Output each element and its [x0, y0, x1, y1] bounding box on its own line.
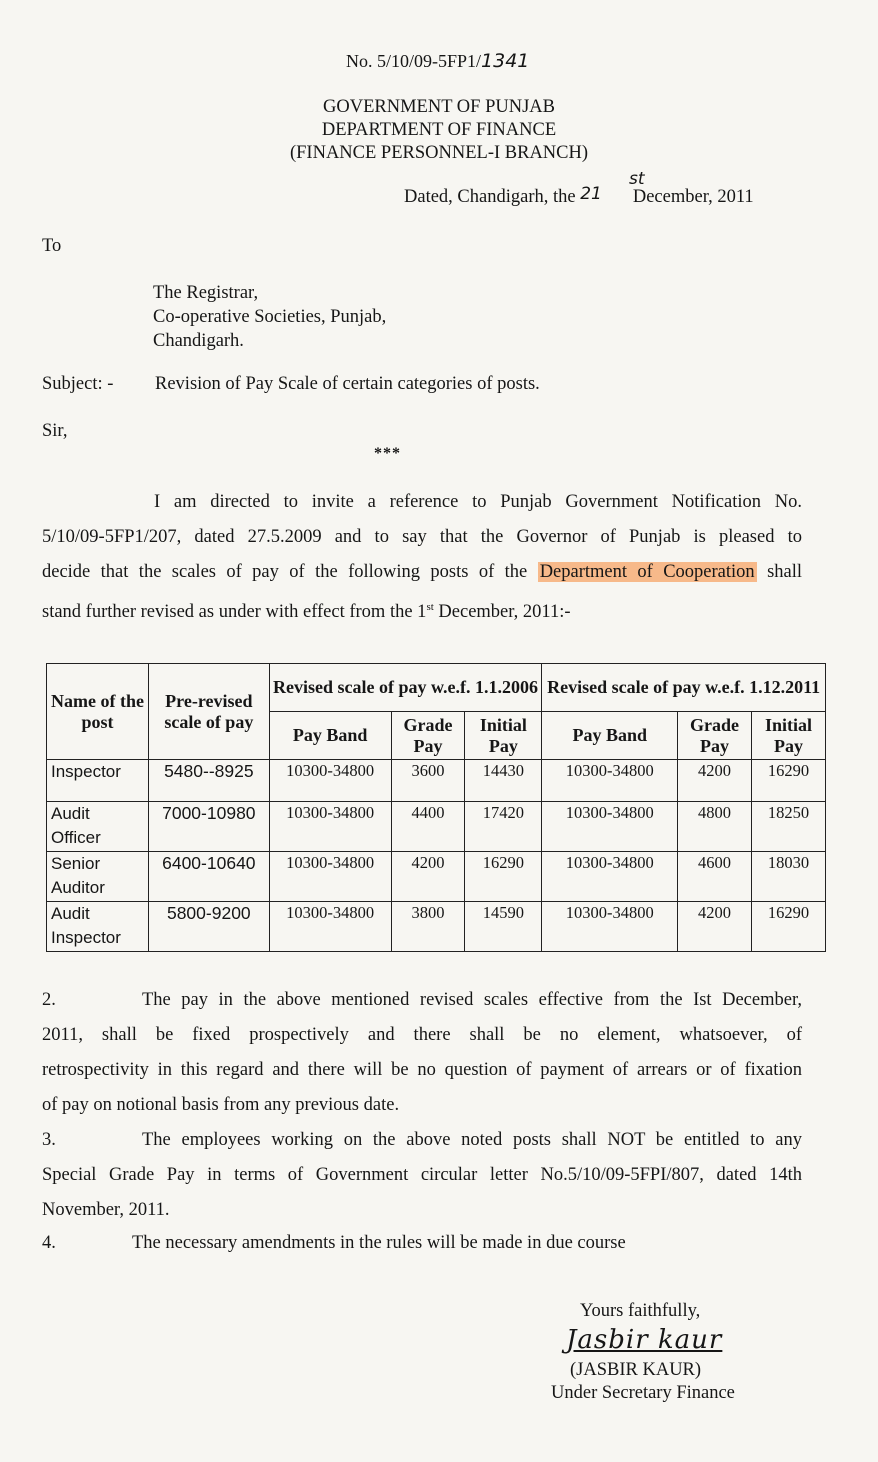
header-revised-2011: Revised scale of pay w.e.f. 1.12.2011	[542, 664, 826, 712]
closing-yours-faithfully: Yours faithfully,	[580, 1301, 701, 1321]
cell-pay-band-2011: 10300-34800	[542, 802, 678, 852]
cell-post-name: Audit Inspector	[47, 902, 149, 952]
table-row	[47, 902, 826, 952]
cell-grade-pay-2006: 4400	[391, 802, 465, 852]
cell-pay-band-2006: 10300-34800	[269, 760, 391, 802]
cell-pre-revised: 6400-10640	[148, 852, 269, 902]
addressee-line-2: Co-operative Societies, Punjab,	[153, 307, 387, 327]
cell-pay-band-2006: 10300-34800	[269, 852, 391, 902]
cell-initial-pay-2006: 17420	[465, 802, 542, 852]
highlighted-department: Department of Cooperation	[539, 562, 755, 582]
header-pay-band-2006: Pay Band	[269, 712, 391, 760]
signatory-name: (JASBIR KAUR)	[570, 1360, 702, 1380]
paragraph-3-line-3: November, 2011.	[42, 1200, 170, 1220]
paragraph-2	[42, 988, 802, 1128]
paragraph-3	[42, 1128, 802, 1233]
subject-text: Revision of Pay Scale of certain categories of posts.	[155, 374, 540, 394]
paragraph-2-line-1: 2. The pay in the above mentioned revised scales effective from the Ist December,	[42, 990, 802, 1010]
paragraph-1-line-4: stand further revised as under with effect from the 1st December, 2011:-	[42, 601, 571, 623]
cell-pay-band-2011: 10300-34800	[542, 902, 678, 952]
header-pre-revised: Pre-revised scale of pay	[148, 664, 269, 760]
cell-grade-pay-2006: 3600	[391, 760, 465, 802]
cell-grade-pay-2006: 4200	[391, 852, 465, 902]
paragraph-3-line-1: 3. The employees working on the above noted posts shall NOT be entitled to any	[42, 1130, 802, 1150]
cell-grade-pay-2011: 4600	[678, 852, 752, 902]
addressee-line-3: Chandigarh.	[153, 331, 244, 351]
header-department: DEPARTMENT OF FINANCE	[321, 120, 557, 140]
date-day-suffix: st	[629, 169, 645, 189]
cell-pre-revised: 5800-9200	[148, 902, 269, 952]
cell-grade-pay-2011: 4200	[678, 760, 752, 802]
table-row	[47, 760, 826, 802]
date-day-handwritten: 21	[580, 184, 602, 204]
separator-stars: ***	[374, 445, 401, 462]
cell-initial-pay-2006: 16290	[465, 852, 542, 902]
salutation: Sir,	[42, 421, 68, 441]
cell-post-name: Inspector	[47, 760, 149, 802]
cell-initial-pay-2011: 18030	[752, 852, 826, 902]
paragraph-2-line-4: of pay on notional basis from any previous date.	[42, 1095, 400, 1115]
date-prefix: Dated, Chandigarh, the	[404, 187, 576, 207]
date-month-year: December, 2011	[632, 187, 754, 207]
paragraph-2-line-2: 2011, shall be fixed prospectively and there shall be no element, whatsoever, of	[42, 1025, 802, 1045]
paragraph-1-line-2: 5/10/09-5FP1/207, dated 27.5.2009 and to say that the Governor of Punjab is pleased to	[42, 527, 802, 547]
cell-initial-pay-2011: 18250	[752, 802, 826, 852]
cell-grade-pay-2011: 4200	[678, 902, 752, 952]
reference-handwritten-number: 1341	[481, 50, 530, 72]
paragraph-3-line-2: Special Grade Pay in terms of Government circular letter No.5/10/09-5FPI/807, dated 14th	[42, 1165, 802, 1185]
cell-pay-band-2006: 10300-34800	[269, 802, 391, 852]
paragraph-1-line-3: decide that the scales of pay of the following posts of the Department of Cooperation shall	[42, 562, 803, 582]
pay-scale-table	[46, 663, 826, 952]
paragraph-4: 4. The necessary amendments in the rules will be made in due course	[42, 1233, 626, 1253]
cell-post-name: Senior Auditor	[47, 852, 149, 902]
cell-initial-pay-2011: 16290	[752, 902, 826, 952]
cell-initial-pay-2011: 16290	[752, 760, 826, 802]
cell-pre-revised: 5480--8925	[148, 760, 269, 802]
paragraph-4-text: The necessary amendments in the rules will be made in due course	[132, 1233, 626, 1253]
cell-pay-band-2011: 10300-34800	[542, 760, 678, 802]
header-initial-pay-2006: Initial Pay	[465, 712, 542, 760]
table-row	[47, 802, 826, 852]
cell-grade-pay-2011: 4800	[678, 802, 752, 852]
subject-label: Subject: -	[42, 374, 114, 394]
header-name-of-post: Name of the post	[47, 664, 149, 760]
cell-pre-revised: 7000-10980	[148, 802, 269, 852]
cell-initial-pay-2006: 14590	[465, 902, 542, 952]
cell-pay-band-2011: 10300-34800	[542, 852, 678, 902]
header-government: GOVERNMENT OF PUNJAB	[323, 97, 555, 117]
addressee-line-1: The Registrar,	[153, 283, 259, 303]
cell-initial-pay-2006: 14430	[465, 760, 542, 802]
date-line	[404, 169, 754, 208]
header-pay-band-2011: Pay Band	[542, 712, 678, 760]
cell-post-name: Audit Officer	[47, 802, 149, 852]
header-grade-pay-2011: Grade Pay	[678, 712, 752, 760]
signatory-designation: Under Secretary Finance	[551, 1383, 735, 1403]
cell-pay-band-2006: 10300-34800	[269, 902, 391, 952]
to-label: To	[42, 236, 62, 256]
reference-number	[346, 50, 529, 72]
header-branch: (FINANCE PERSONNEL-I BRANCH)	[289, 143, 589, 163]
header-revised-2006: Revised scale of pay w.e.f. 1.1.2006	[269, 664, 542, 712]
paragraph-1	[42, 490, 802, 630]
header-initial-pay-2011: Initial Pay	[752, 712, 826, 760]
signature: Jasbir kaur	[566, 1325, 723, 1355]
reference-number-text: No. 5/10/09-5FP1/	[346, 51, 482, 71]
cell-grade-pay-2006: 3800	[391, 902, 465, 952]
table-row	[47, 852, 826, 902]
paragraph-2-line-3: retrospectivity in this regard and there will be no question of payment of arrears or of fixation	[42, 1060, 802, 1080]
paragraph-1-line-1: I am directed to invite a reference to Punjab Government Notification No.	[154, 492, 802, 512]
header-grade-pay-2006: Grade Pay	[391, 712, 465, 760]
